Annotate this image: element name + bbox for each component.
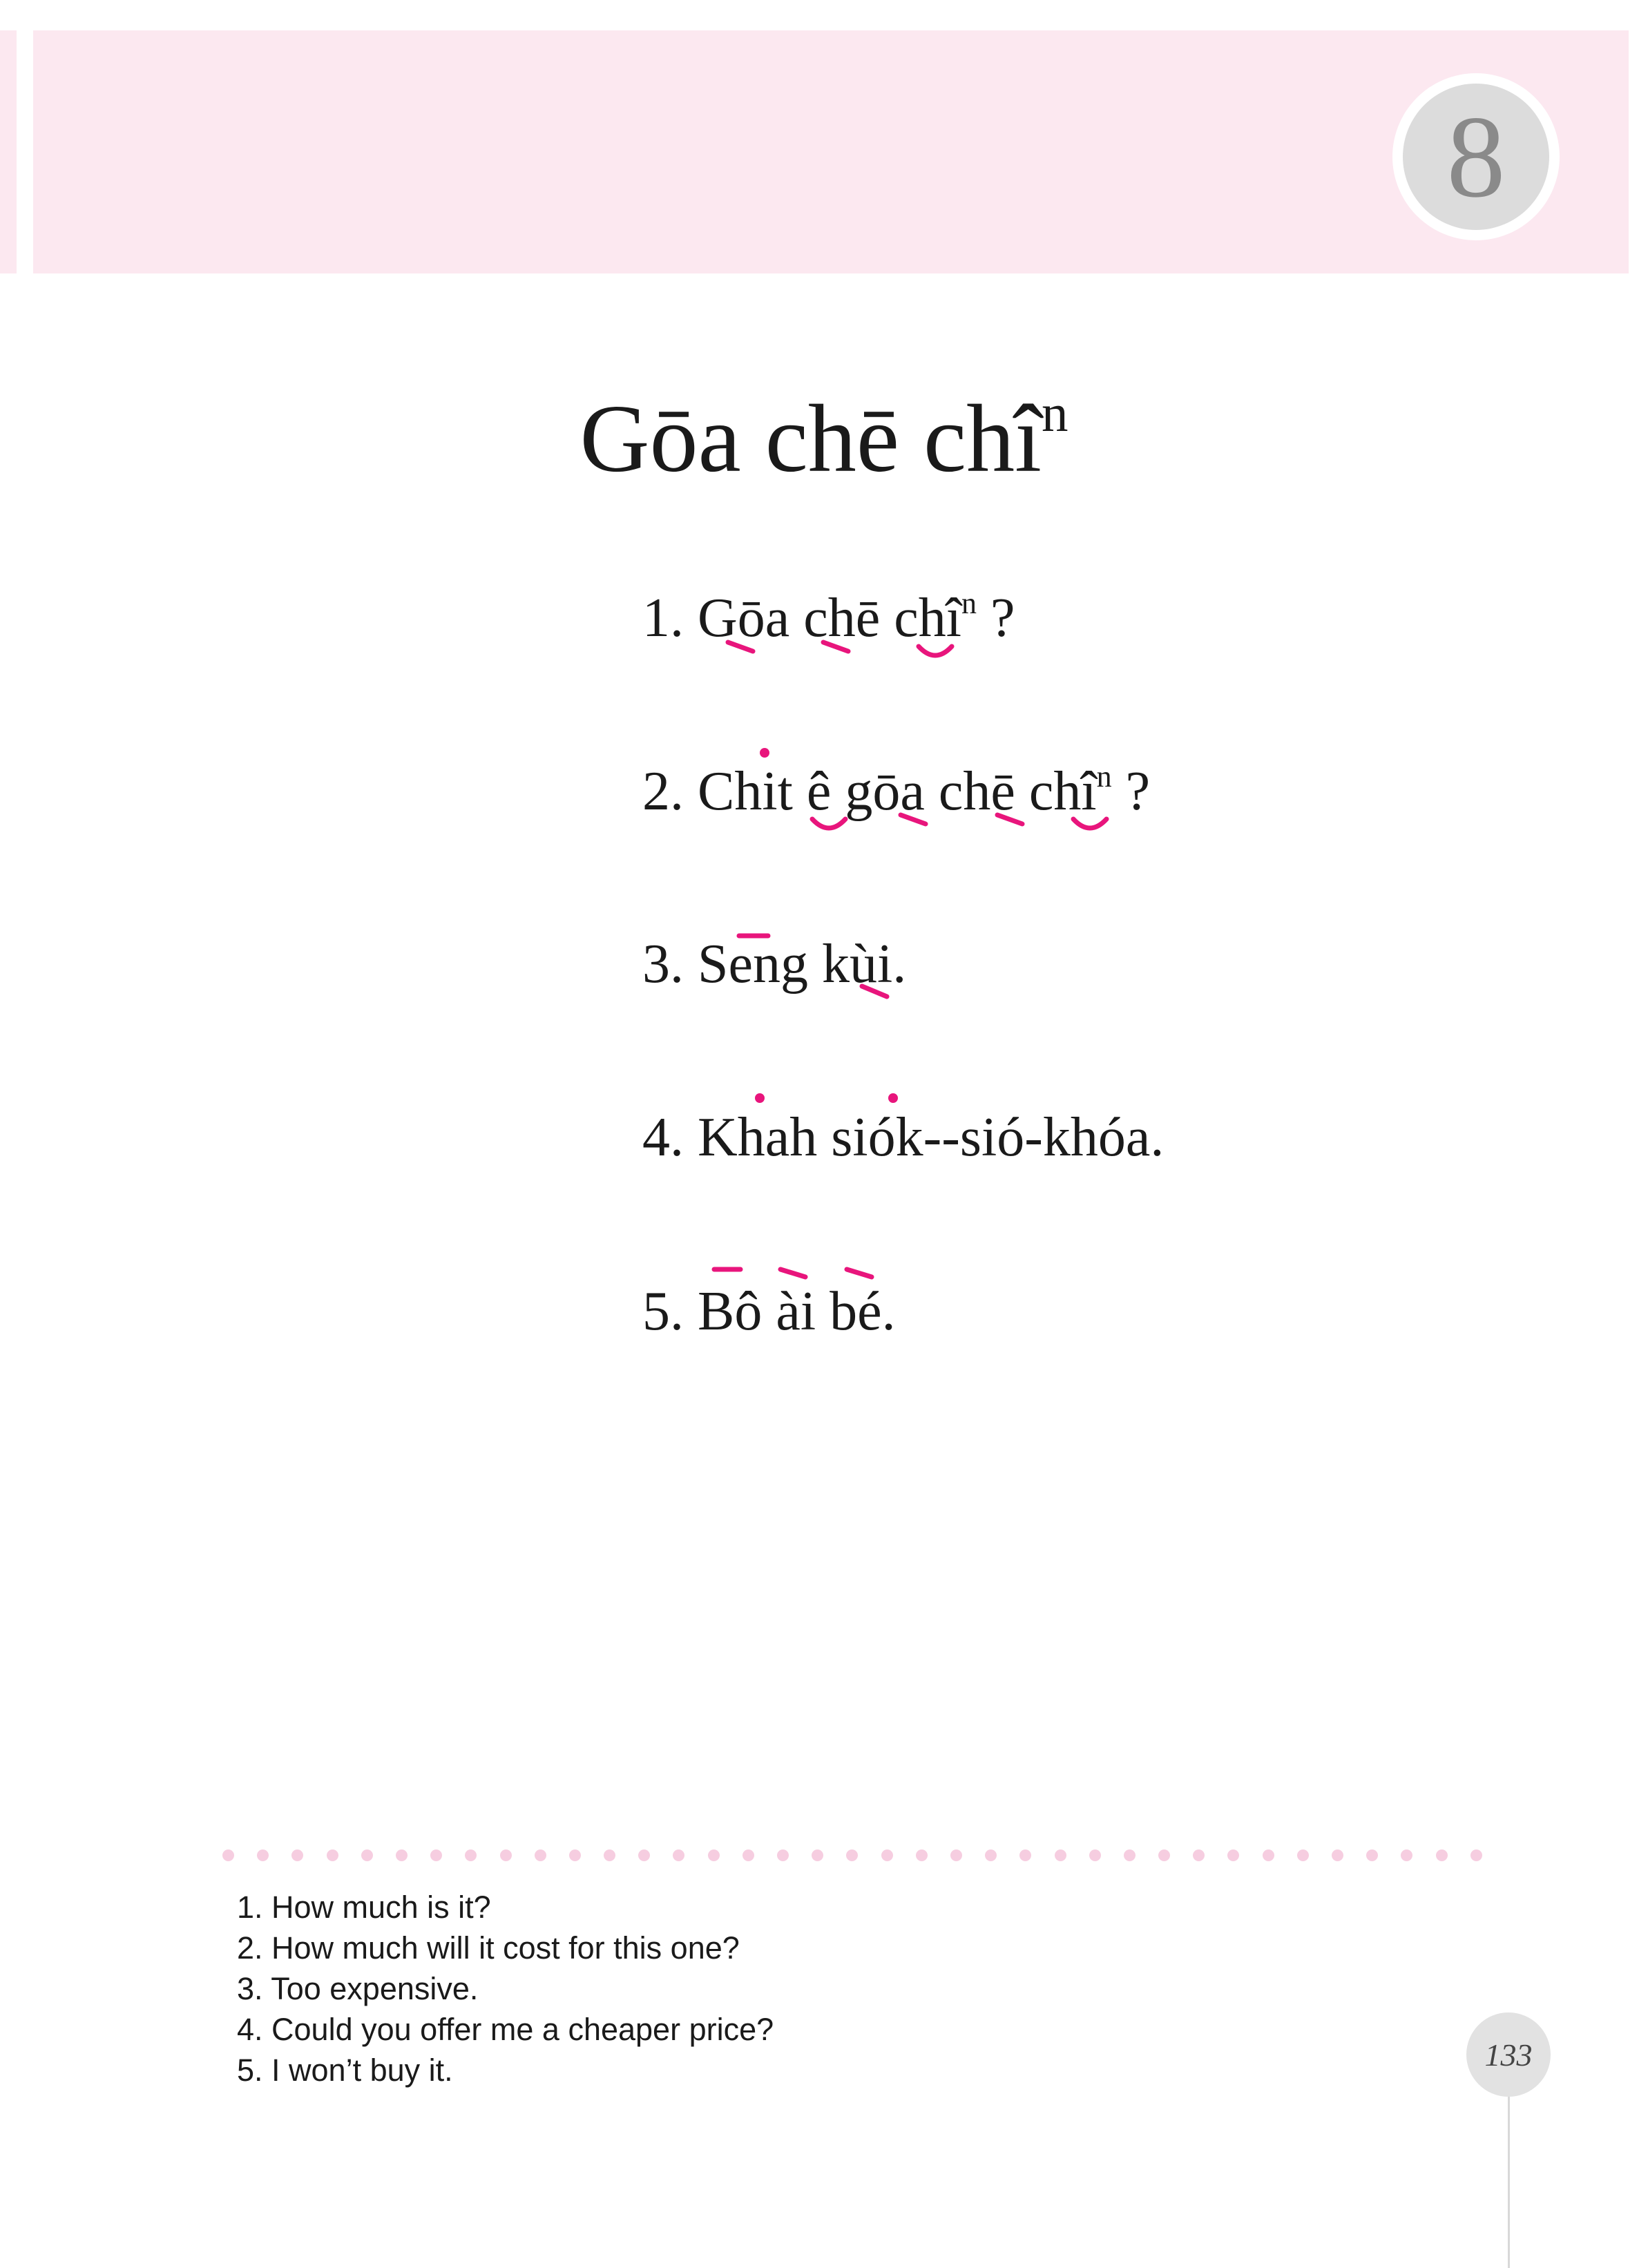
divider-dot: [742, 1849, 754, 1861]
sentence-5: [642, 1281, 896, 1342]
divider-dot: [222, 1849, 234, 1861]
translation-item: 2. How much will it cost for this one?: [237, 1930, 740, 1966]
divider-dots: [222, 1848, 1482, 1862]
divider-dot: [1401, 1849, 1412, 1861]
sentence-1: [642, 588, 1015, 646]
sentence-3: [642, 934, 906, 992]
divider-dot: [535, 1849, 546, 1861]
chapter-banner: [33, 30, 1629, 273]
sentence-text: 1. Gōa chē chî: [642, 588, 962, 648]
divider-dot: [1332, 1849, 1343, 1861]
divider-dot: [465, 1849, 477, 1861]
divider-dot: [604, 1849, 615, 1861]
divider-dot: [361, 1849, 373, 1861]
divider-dot: [708, 1849, 720, 1861]
divider-dot: [1089, 1849, 1101, 1861]
divider-dot: [430, 1849, 442, 1861]
divider-dot: [1019, 1849, 1031, 1861]
sentence-4: [642, 1107, 1165, 1168]
lesson-title: [0, 383, 1648, 492]
sentence-text: 4. Khah siók--sió-khóa.: [642, 1107, 1165, 1168]
translation-item: 4. Could you offer me a cheaper price?: [237, 2012, 774, 2047]
divider-dot: [1055, 1849, 1066, 1861]
divider-dot: [916, 1849, 928, 1861]
divider-dot: [1124, 1849, 1136, 1861]
sentence-punct: ?: [1111, 761, 1151, 822]
divider-dot: [812, 1849, 823, 1861]
edge-bar: [0, 30, 17, 273]
translation-item: 1. How much is it?: [237, 1890, 491, 1925]
divider-dot: [327, 1849, 338, 1861]
sentence-2: [642, 760, 1151, 822]
tone-dot-mark: [760, 748, 769, 758]
divider-dot: [1227, 1849, 1239, 1861]
divider-dot: [777, 1849, 789, 1861]
divider-dot: [569, 1849, 581, 1861]
divider-dot: [1366, 1849, 1378, 1861]
sentence-sup: n: [961, 586, 977, 620]
tone-dot-mark: [888, 1093, 898, 1103]
chapter-badge: [1392, 73, 1560, 240]
divider-dot: [950, 1849, 962, 1861]
divider-dot: [985, 1849, 997, 1861]
page-number: 133: [1466, 2012, 1551, 2097]
sentence-text: 5. Bô ài bé.: [642, 1281, 896, 1342]
tone-dash-mark: [780, 1269, 805, 1277]
tone-dot-mark: [755, 1093, 765, 1103]
sentence-text: 2. Chit ê gōa chē chî: [642, 761, 1097, 822]
divider-dot: [291, 1849, 303, 1861]
divider-dot: [1263, 1849, 1274, 1861]
divider-dot: [1470, 1849, 1482, 1861]
divider-dot: [257, 1849, 269, 1861]
divider-dot: [1158, 1849, 1170, 1861]
divider-dot: [1193, 1849, 1205, 1861]
divider-dot: [846, 1849, 858, 1861]
translation-list: [237, 1887, 774, 2091]
divider-dot: [396, 1849, 408, 1861]
sentence-text: 3. Seng kùi.: [642, 934, 907, 994]
divider-dot: [1297, 1849, 1309, 1861]
divider-dot: [500, 1849, 512, 1861]
translation-item: 5. I won’t buy it.: [237, 2053, 453, 2088]
lesson-title-sup: n: [1042, 383, 1069, 443]
sentence-sup: n: [1096, 760, 1112, 794]
lesson-title-text: Gōa chē chî: [579, 385, 1042, 492]
divider-dot: [1436, 1849, 1448, 1861]
tone-dash-mark: [847, 1269, 872, 1277]
divider-dot: [638, 1849, 650, 1861]
chapter-number: 8: [1403, 84, 1549, 230]
sentence-punct: ?: [977, 588, 1015, 648]
divider-dot: [881, 1849, 893, 1861]
translation-item: 3. Too expensive.: [237, 1971, 479, 2006]
divider-dot: [673, 1849, 684, 1861]
